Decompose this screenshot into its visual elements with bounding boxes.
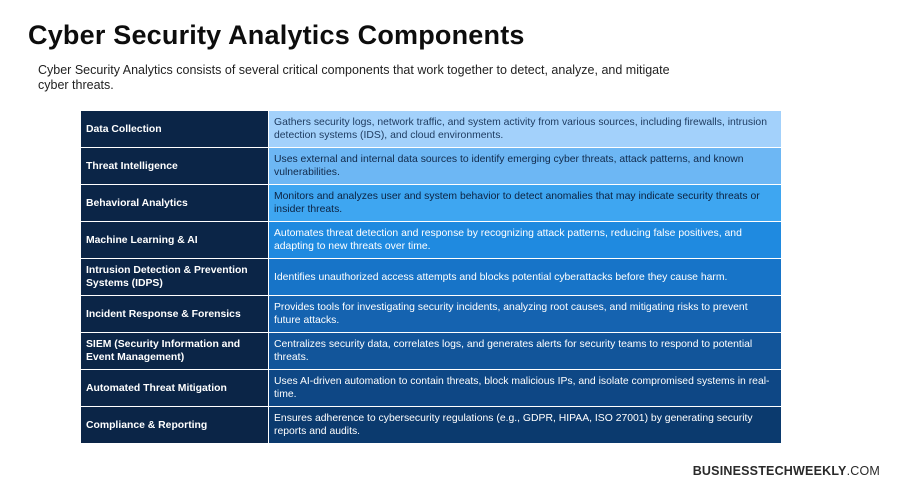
component-description: Identifies unauthorized access attempts and blocks potential cyberattacks before they cause harm. xyxy=(269,259,782,296)
component-name: Incident Response & Forensics xyxy=(81,296,269,333)
brand-domain: .COM xyxy=(846,464,880,478)
component-description: Monitors and analyzes user and system behavior to detect anomalies that may indicate security threats or insider threats. xyxy=(269,185,782,222)
component-description: Uses external and internal data sources to identify emerging cyber threats, attack patterns, and known vulnerabilities. xyxy=(269,148,782,185)
table-row xyxy=(81,333,782,370)
table-row xyxy=(81,185,782,222)
component-description: Ensures adherence to cybersecurity regulations (e.g., GDPR, HIPAA, ISO 27001) by generating security reports and audits. xyxy=(269,407,782,444)
component-name: SIEM (Security Information and Event Management) xyxy=(81,333,269,370)
table-row xyxy=(81,296,782,333)
table-row xyxy=(81,259,782,296)
component-description: Gathers security logs, network traffic, and system activity from various sources, including firewalls, intrusion detection systems (IDS), and cloud environments. xyxy=(269,111,782,148)
component-name: Intrusion Detection & Prevention Systems (IDPS) xyxy=(81,259,269,296)
component-name: Data Collection xyxy=(81,111,269,148)
component-description: Automates threat detection and response by recognizing attack patterns, reducing false positives, and adapting to new threats over time. xyxy=(269,222,782,259)
component-name: Machine Learning & AI xyxy=(81,222,269,259)
table-row xyxy=(81,148,782,185)
page-subtitle: Cyber Security Analytics consists of several critical components that work together to detect, analyze, and mitigate cyber threats. xyxy=(38,63,670,92)
page-title: Cyber Security Analytics Components xyxy=(28,20,525,50)
brand-name: BUSINESSTECHWEEKLY xyxy=(692,464,847,478)
component-description: Centralizes security data, correlates logs, and generates alerts for security teams to respond to potential threats. xyxy=(269,333,782,370)
table-row xyxy=(81,407,782,444)
component-name: Compliance & Reporting xyxy=(81,407,269,444)
component-description: Uses AI-driven automation to contain threats, block malicious IPs, and isolate compromised systems in real-time. xyxy=(269,370,782,407)
component-description: Provides tools for investigating security incidents, analyzing root causes, and mitigating risks to prevent future attacks. xyxy=(269,296,782,333)
brand-watermark xyxy=(693,464,880,478)
table-row xyxy=(81,370,782,407)
component-name: Threat Intelligence xyxy=(81,148,269,185)
component-name: Behavioral Analytics xyxy=(81,185,269,222)
component-name: Automated Threat Mitigation xyxy=(81,370,269,407)
table-row xyxy=(81,222,782,259)
table-row xyxy=(81,111,782,148)
components-table xyxy=(80,110,782,444)
